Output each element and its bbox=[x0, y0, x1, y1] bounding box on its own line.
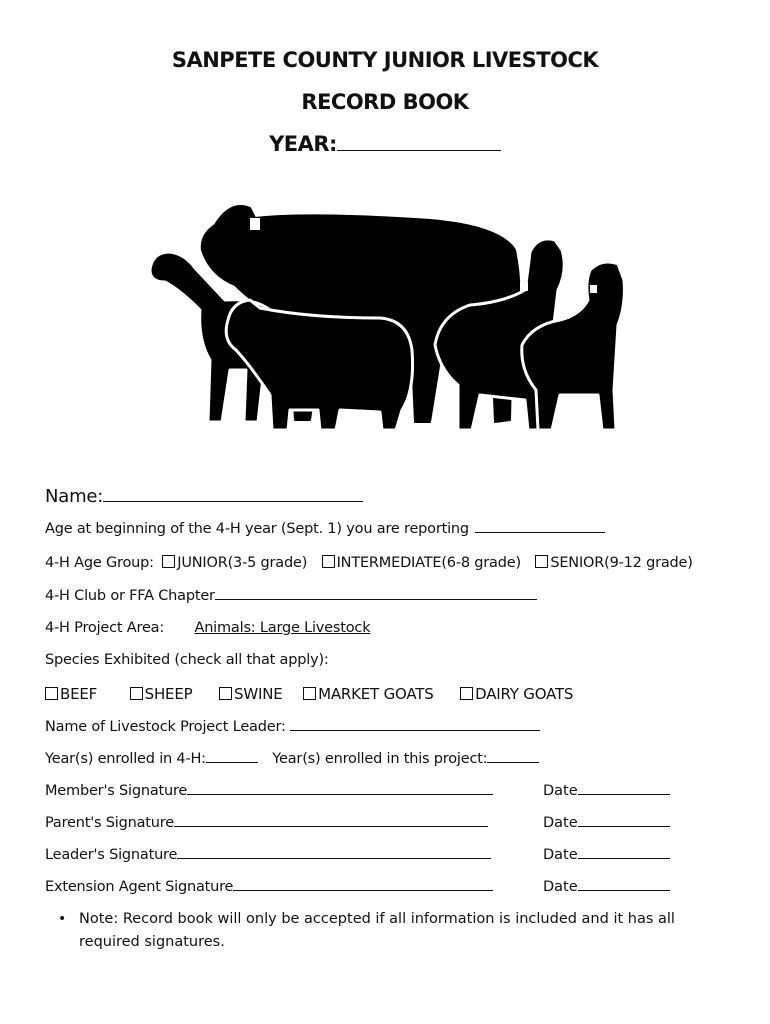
age-field[interactable] bbox=[45, 521, 605, 537]
agent-date-field[interactable] bbox=[543, 879, 670, 895]
junior-option-label: JUNIOR(3-5 grade) bbox=[177, 555, 308, 571]
sheep-checkbox[interactable] bbox=[130, 687, 143, 700]
leader-field[interactable] bbox=[45, 719, 540, 735]
species-label: Species Exhibited (check all that apply): bbox=[45, 652, 329, 668]
bullet-icon: • bbox=[58, 911, 67, 927]
leader-signature-blank[interactable] bbox=[177, 858, 491, 859]
year-field[interactable] bbox=[0, 132, 770, 156]
years-4h-label: Year(s) enrolled in 4-H: bbox=[45, 751, 206, 767]
leader-date-label: Date bbox=[543, 847, 578, 863]
document-title: SANPETE COUNTY JUNIOR LIVESTOCK bbox=[171, 48, 599, 72]
intermediate-option-label: INTERMEDIATE(6-8 grade) bbox=[336, 555, 521, 571]
sheep-option-label: SHEEP bbox=[144, 685, 193, 703]
parent-signature-field[interactable] bbox=[45, 815, 488, 831]
leader-signature-label: Leader's Signature bbox=[45, 847, 178, 863]
parent-signature-blank[interactable] bbox=[174, 826, 488, 827]
age-blank[interactable] bbox=[475, 532, 605, 533]
years-4h-blank[interactable] bbox=[206, 762, 258, 763]
agent-date-label: Date bbox=[543, 879, 578, 895]
leader-signature-field[interactable] bbox=[45, 847, 491, 863]
note-text: Note: Record book will only be accepted if all information is included and it has all required signatures. bbox=[79, 911, 675, 950]
species-row bbox=[45, 685, 573, 703]
name-blank[interactable] bbox=[103, 501, 363, 502]
livestock-silhouettes-icon bbox=[140, 190, 640, 450]
swine-option-label: SWINE bbox=[234, 685, 283, 703]
beef-option-label: BEEF bbox=[60, 685, 98, 703]
agent-signature-field[interactable] bbox=[45, 879, 493, 895]
member-signature-label: Member's Signature bbox=[45, 783, 188, 799]
years-row bbox=[45, 751, 539, 767]
age-group-label: 4-H Age Group: bbox=[45, 555, 154, 571]
document-subtitle: RECORD BOOK bbox=[301, 90, 469, 114]
parent-date-blank[interactable] bbox=[578, 826, 670, 827]
dairy-goats-checkbox[interactable] bbox=[460, 687, 473, 700]
leader-label: Name of Livestock Project Leader: bbox=[45, 719, 286, 735]
market-goats-option-label: MARKET GOATS bbox=[318, 685, 434, 703]
club-label: 4-H Club or FFA Chapter bbox=[45, 588, 215, 604]
junior-checkbox[interactable] bbox=[162, 555, 175, 568]
member-signature-field[interactable] bbox=[45, 783, 493, 799]
member-date-blank[interactable] bbox=[578, 794, 670, 795]
years-project-blank[interactable] bbox=[487, 762, 539, 763]
agent-signature-label: Extension Agent Signature bbox=[45, 879, 234, 895]
club-field[interactable] bbox=[45, 588, 537, 604]
beef-checkbox[interactable] bbox=[45, 687, 58, 700]
year-blank[interactable] bbox=[337, 150, 501, 151]
leader-date-blank[interactable] bbox=[578, 858, 670, 859]
name-label: Name: bbox=[45, 486, 104, 507]
senior-option-label: SENIOR(9-12 grade) bbox=[550, 555, 693, 571]
project-area-label: 4-H Project Area: bbox=[45, 620, 165, 636]
dairy-goats-option-label: DAIRY GOATS bbox=[475, 685, 574, 703]
senior-checkbox[interactable] bbox=[535, 555, 548, 568]
agent-signature-blank[interactable] bbox=[233, 890, 493, 891]
agent-date-blank[interactable] bbox=[578, 890, 670, 891]
parent-date-label: Date bbox=[543, 815, 578, 831]
project-area-value: Animals: Large Livestock bbox=[194, 620, 371, 636]
club-blank[interactable] bbox=[215, 599, 537, 600]
parent-date-field[interactable] bbox=[543, 815, 670, 831]
parent-signature-label: Parent's Signature bbox=[45, 815, 174, 831]
intermediate-checkbox[interactable] bbox=[322, 555, 335, 568]
leader-blank[interactable] bbox=[290, 730, 540, 731]
years-project-label: Year(s) enrolled in this project: bbox=[272, 751, 488, 767]
leader-date-field[interactable] bbox=[543, 847, 670, 863]
age-label: Age at beginning of the 4-H year (Sept. 1) you are reporting bbox=[45, 521, 469, 537]
project-area-row bbox=[45, 620, 370, 636]
member-signature-blank[interactable] bbox=[187, 794, 493, 795]
member-date-label: Date bbox=[543, 783, 578, 799]
market-goats-checkbox[interactable] bbox=[303, 687, 316, 700]
member-date-field[interactable] bbox=[543, 783, 670, 799]
age-group-row bbox=[45, 555, 693, 571]
swine-checkbox[interactable] bbox=[219, 687, 232, 700]
note bbox=[58, 908, 708, 954]
year-label: YEAR: bbox=[269, 132, 337, 156]
name-field[interactable] bbox=[45, 486, 363, 507]
